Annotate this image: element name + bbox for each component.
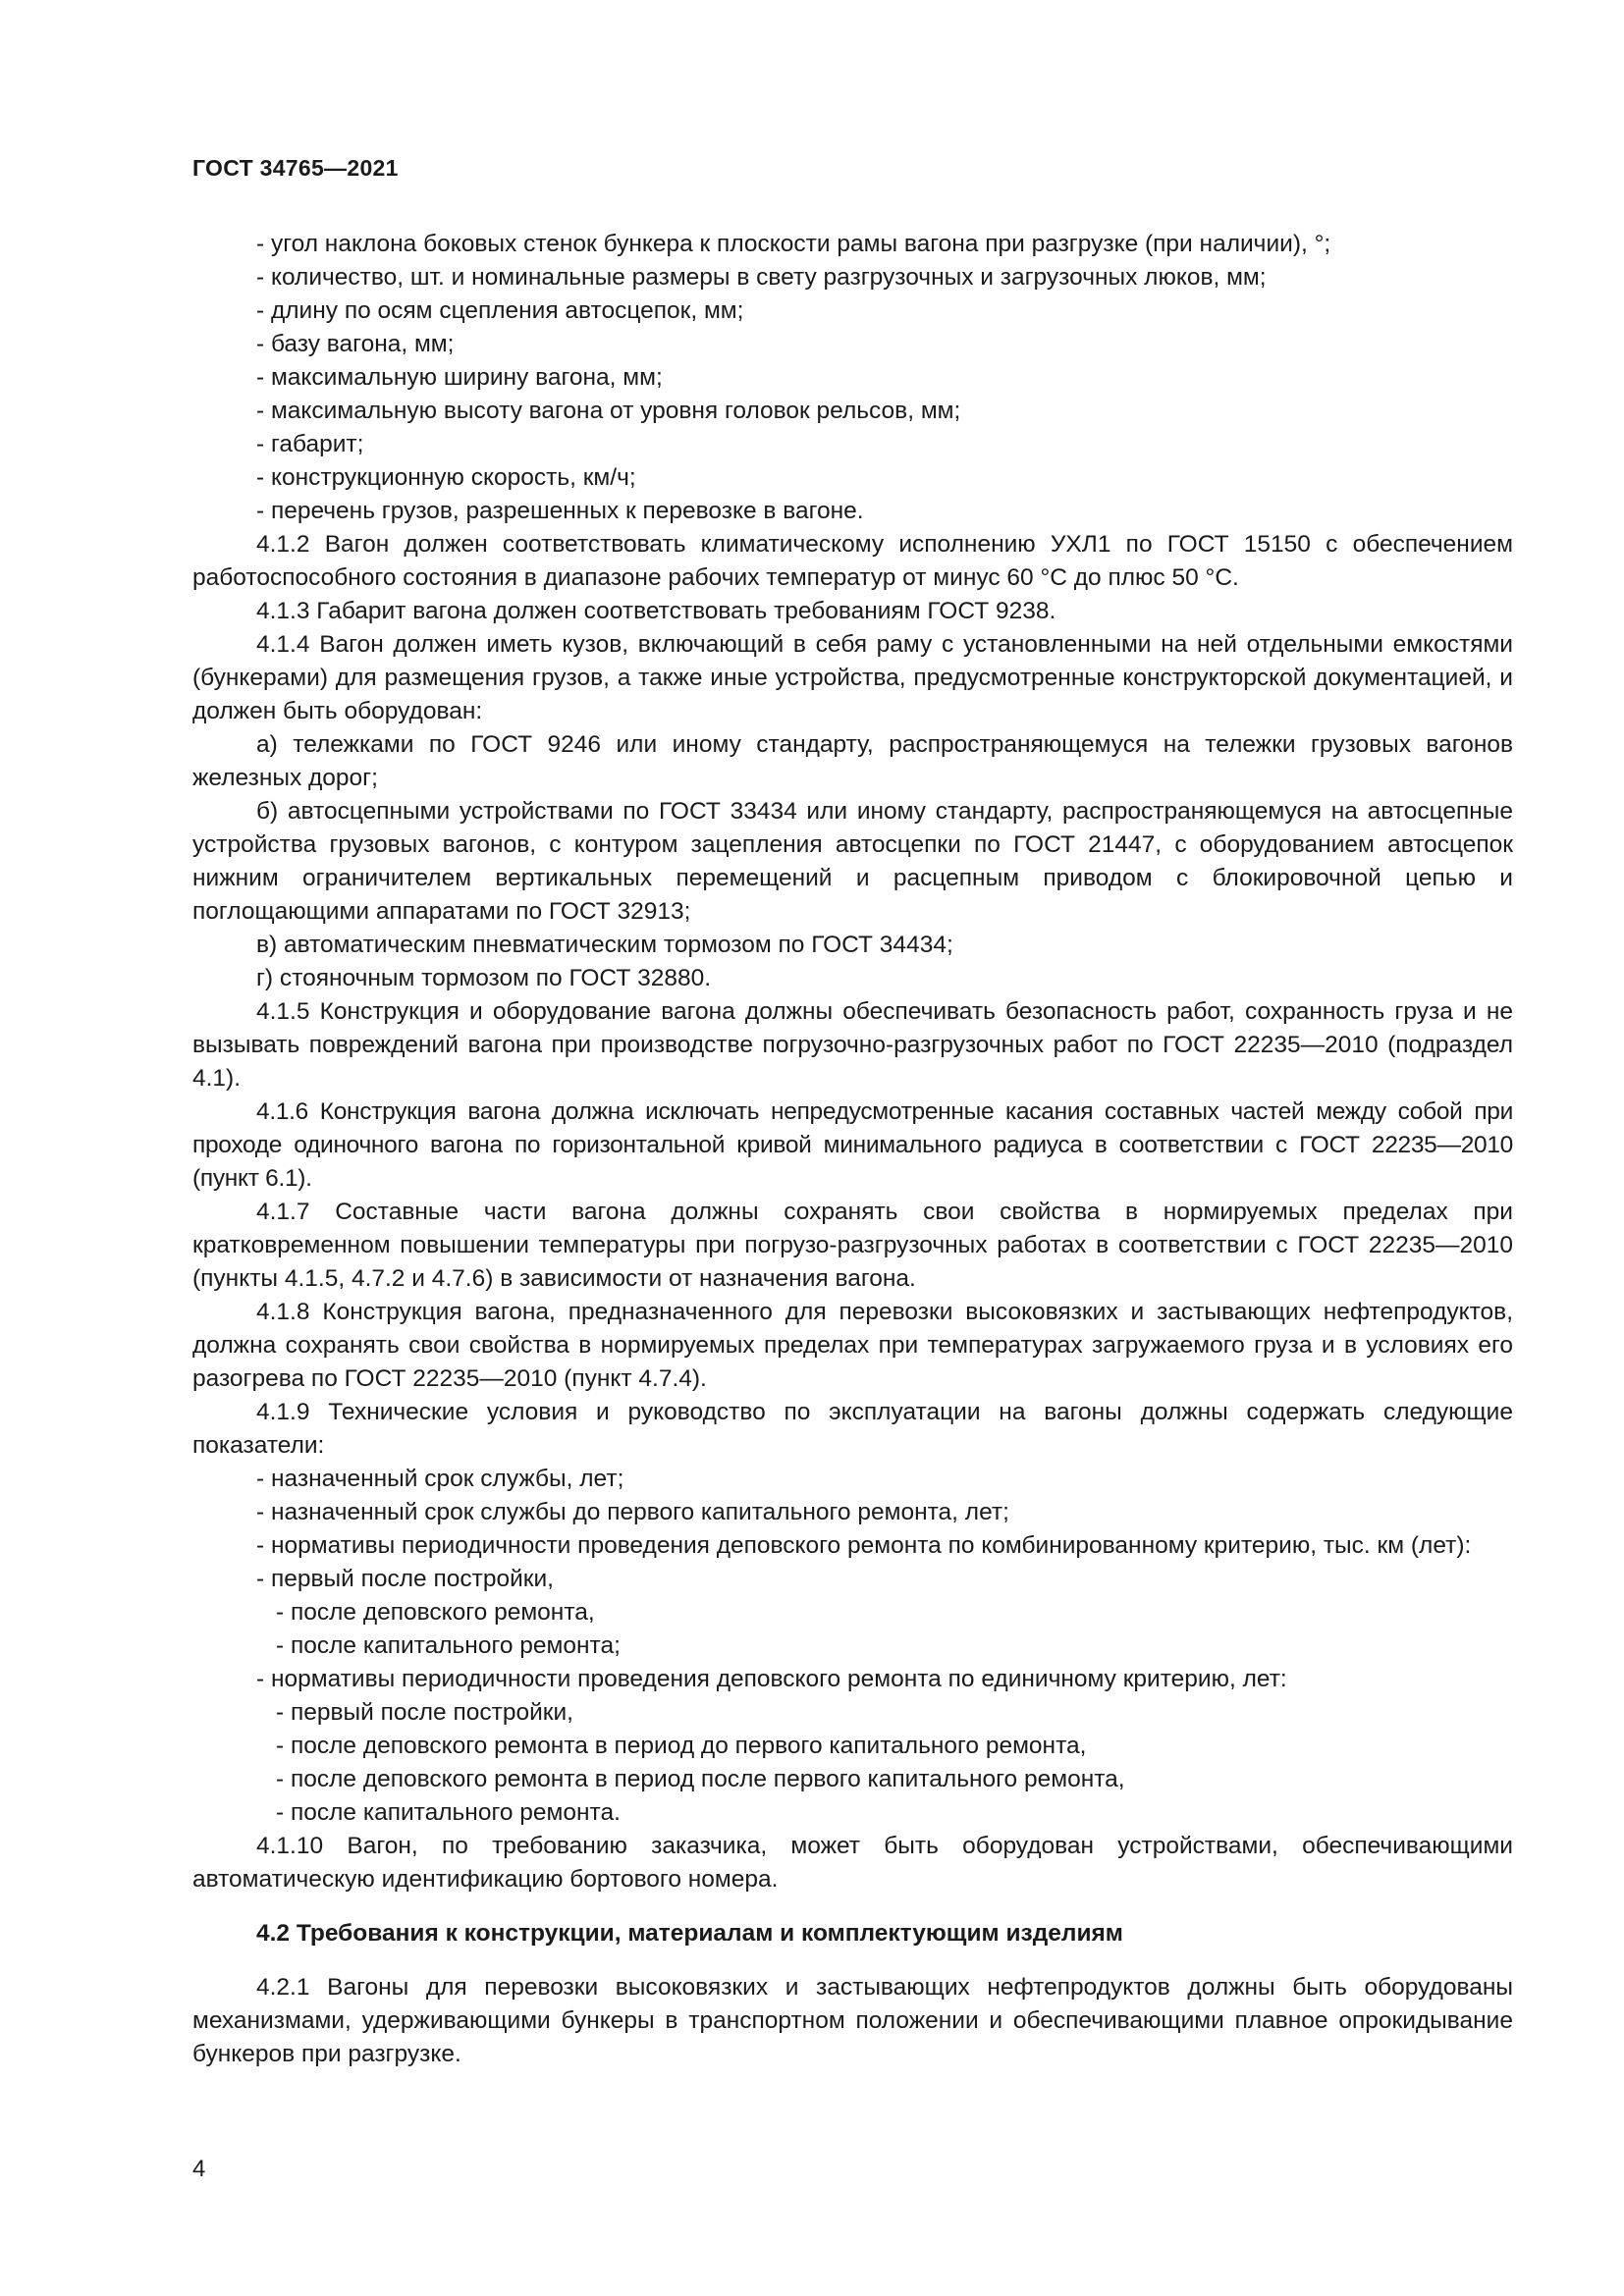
section-heading-4-2: 4.2 Требования к конструкции, материалам и комплектующим изделиям (256, 1920, 1123, 1947)
list-item: - после капитального ремонта. (276, 1799, 621, 1826)
list-item: - угол наклона боковых стенок бункера к плоскости рамы вагона при разгрузке (при наличии), °; (256, 231, 1331, 257)
list-item: - максимальную высоту вагона от уровня головок рельсов, мм; (256, 398, 961, 424)
list-item: - базу вагона, мм; (256, 331, 455, 357)
sub-item-a: а) тележками по ГОСТ 9246 или иному стандарту, распространяющемуся на тележки грузовых вагонов железных дорог; (192, 731, 1513, 791)
paragraph-4-1-2: 4.1.2 Вагон должен соответствовать климатическому исполнению УХЛ1 по ГОСТ 15150 с обеспечением работоспособного состояния в диапазоне рабочих температур от минус 60 °С до плюс 50 °С. (192, 531, 1513, 591)
list-item: - после деповского ремонта, (276, 1599, 595, 1626)
paragraph-4-1-9: 4.1.9 Технические условия и руководство по эксплуатации на вагоны должны содержать следующие показатели: (192, 1399, 1513, 1459)
list-item: - максимальную ширину вагона, мм; (256, 364, 663, 391)
list-item: - после капитального ремонта; (276, 1632, 621, 1659)
list-item: - нормативы периодичности проведения деповского ремонта по единичному критерию, лет: (256, 1666, 1287, 1692)
paragraph-4-1-6: 4.1.6 Конструкция вагона должна исключать непредусмотренные касания составных частей между собой при проходе одиночного вагона по горизонтальной кривой минимального радиуса в соответствии с ГОСТ 22235—2010 (пункт 6.1). (192, 1098, 1513, 1192)
paragraph-4-1-10: 4.1.10 Вагон, по требованию заказчика, может быть оборудован устройствами, обеспечивающими автоматическую идентификацию бортового номера. (192, 1833, 1513, 1893)
list-item: - назначенный срок службы до первого капитального ремонта, лет; (256, 1499, 1009, 1525)
list-item: - перечень грузов, разрешенных к перевозке в вагоне. (256, 498, 864, 524)
paragraph-4-2-1: 4.2.1 Вагоны для перевозки высоковязких и застывающих нефтепродуктов должны быть оборудованы механизмами, удерживающими бункеры в транспортном положении и обеспечивающими плавное опрокидывание бункеров при разгрузке. (192, 1974, 1513, 2067)
paragraph-4-1-4: 4.1.4 Вагон должен иметь кузов, включающий в себя раму с установленными на ней отдельными емкостями (бункерами) для размещения грузов, а также иные устройства, предусмотренные конструкторской документацией, и должен быть оборудован: (192, 631, 1513, 724)
list-item: - после деповского ремонта в период до первого капитального ремонта, (276, 1733, 1087, 1759)
list-item: - габарит; (256, 431, 364, 457)
sub-item-b: б) автосцепными устройствами по ГОСТ 33434 или иному стандарту, распространяющемуся на автосцепные устройства грузовых вагонов, с контуром зацепления автосцепки по ГОСТ 21447, с оборудованием автосцепок нижним ограничителем вертикальных перемещений и расцепным приводом с блокировочной цепью и поглощающими аппаратами по ГОСТ 32913; (192, 798, 1513, 925)
document-body (192, 228, 1513, 2071)
paragraph-4-1-7: 4.1.7 Составные части вагона должны сохранять свои свойства в нормируемых пределах при кратковременном повышении температуры при погрузо-разгрузочных работах в соответствии с ГОСТ 22235—2010 (пункты 4.1.5, 4.7.2 и 4.7.6) в зависимости от назначения вагона. (192, 1199, 1513, 1292)
list-item: - длину по осям сцепления автосцепок, мм; (256, 297, 744, 324)
document-header: ГОСТ 34765—2021 (192, 155, 399, 181)
list-item: - нормативы периодичности проведения деповского ремонта по комбинированному критерию, тыс. км (лет): (256, 1532, 1472, 1559)
paragraph-4-1-5: 4.1.5 Конструкция и оборудование вагона должны обеспечивать безопасность работ, сохранность груза и не вызывать повреждений вагона при производстве погрузочно-разгрузочных работ по ГОСТ 22235—2010 (подраздел 4.1). (192, 998, 1513, 1092)
page-number: 4 (192, 2156, 206, 2182)
sub-item-v: в) автоматическим пневматическим тормозом по ГОСТ 34434; (256, 932, 953, 958)
sub-item-g: г) стояночным тормозом по ГОСТ 32880. (256, 965, 712, 991)
list-item: - количество, шт. и номинальные размеры в свету разгрузочных и загрузочных люков, мм; (256, 264, 1267, 291)
list-item: - после деповского ремонта в период после первого капитального ремонта, (276, 1766, 1125, 1792)
list-item: - первый после постройки, (256, 1566, 554, 1592)
list-item: - конструкционную скорость, км/ч; (256, 464, 636, 491)
list-item: - назначенный срок службы, лет; (256, 1466, 624, 1492)
paragraph-4-1-3: 4.1.3 Габарит вагона должен соответствовать требованиям ГОСТ 9238. (256, 598, 1056, 624)
paragraph-4-1-8: 4.1.8 Конструкция вагона, предназначенного для перевозки высоковязких и застывающих нефтепродуктов, должна сохранять свои свойства в нормируемых пределах при температурах загружаемого груза и в условиях его разогрева по ГОСТ 22235—2010 (пункт 4.7.4). (192, 1299, 1513, 1392)
list-item: - первый после постройки, (276, 1699, 573, 1726)
